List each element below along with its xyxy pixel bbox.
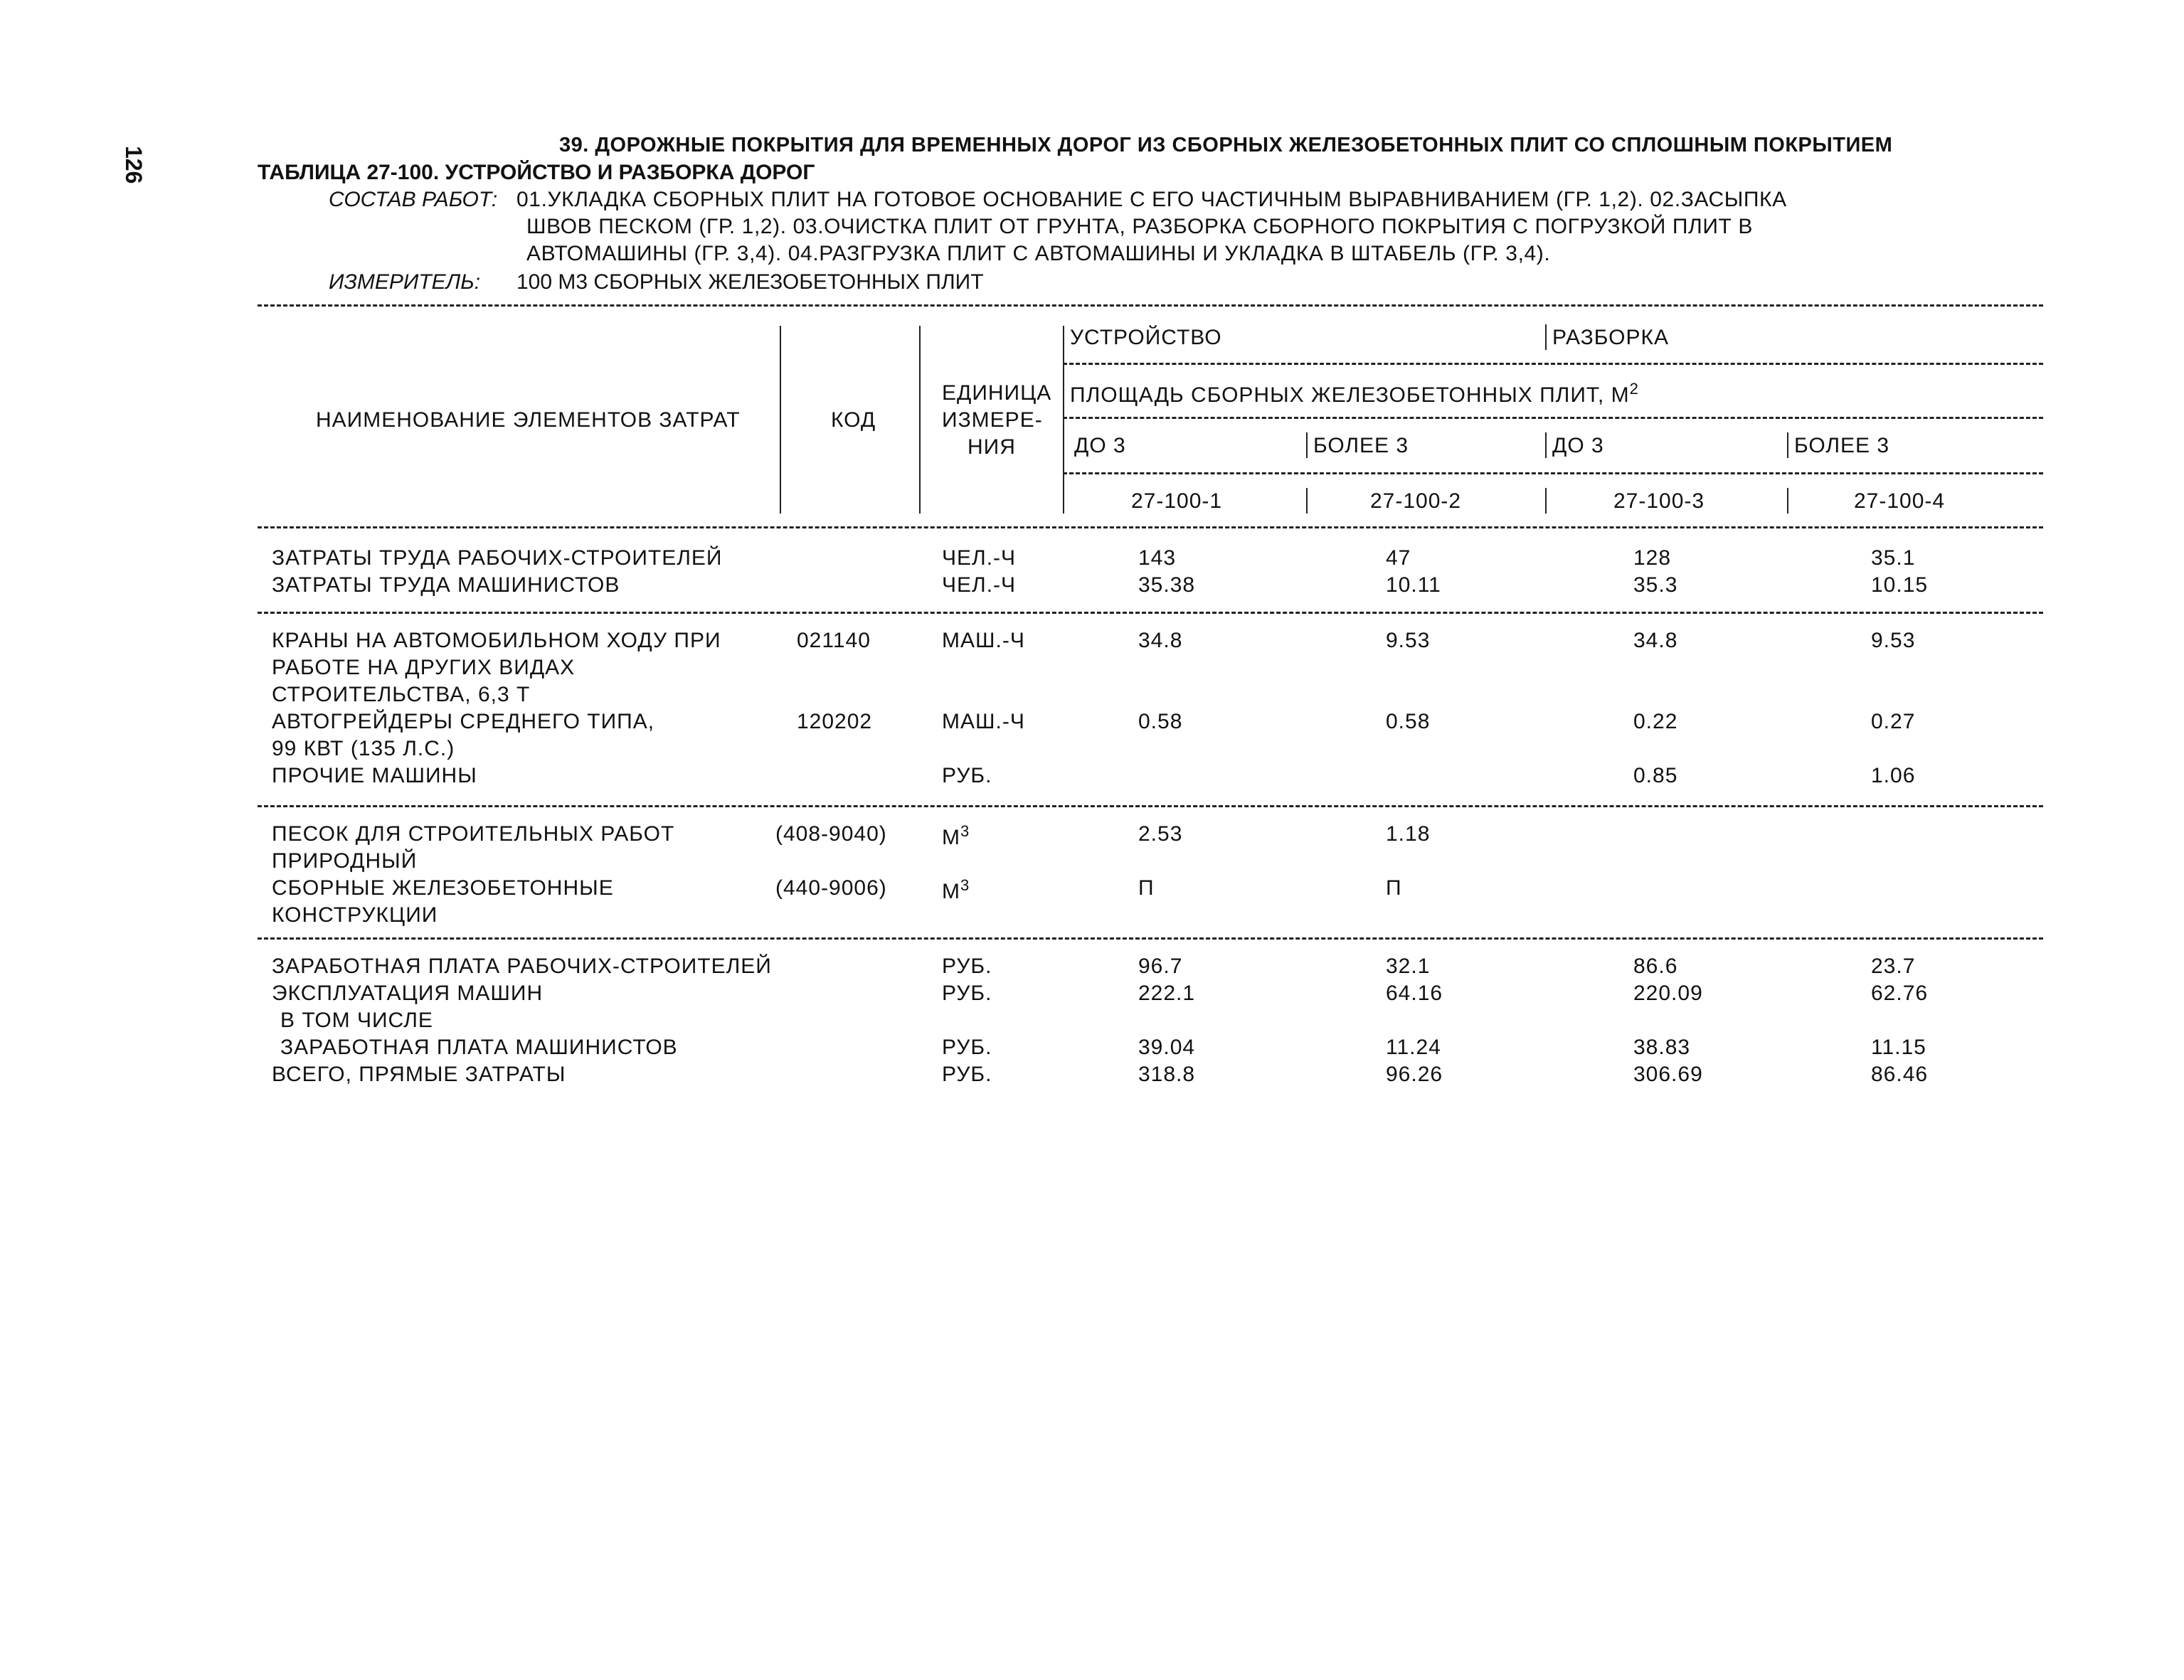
row-value-col-4: 10.15 xyxy=(1871,573,1929,597)
composition-line-3: АВТОМАШИНЫ (ГР. 3,4). 04.РАЗГРУЗКА ПЛИТ С АВТОМАШИНЫ И УКЛАДКА В ШТАБЕЛЬ (ГР. 3,4). xyxy=(526,242,1551,265)
page-number: 126 xyxy=(121,146,147,184)
row-unit: РУБ. xyxy=(942,1036,992,1059)
row-code: 021140 xyxy=(797,629,871,652)
row-value-col-1: 35.38 xyxy=(1138,573,1196,597)
unit-superscript: 3 xyxy=(960,822,970,840)
rule-top xyxy=(258,304,2043,307)
composition-label: СОСТАВ РАБОТ: xyxy=(329,188,498,211)
vbar-sub-2 xyxy=(1545,432,1547,458)
row-name-line: ЭКСПЛУАТАЦИЯ МАШИН xyxy=(272,982,544,1005)
row-value-col-4: 35.1 xyxy=(1871,546,1916,570)
row-name-line: СБОРНЫЕ ЖЕЛЕЗОБЕТОННЫЕ xyxy=(272,876,614,900)
row-value-col-1: 39.04 xyxy=(1138,1036,1196,1059)
row-value-col-4: 86.46 xyxy=(1871,1063,1929,1086)
row-unit: ЧЕЛ.-Ч xyxy=(942,546,1017,570)
row-name-line: ВСЕГО, ПРЯМЫЕ ЗАТРАТЫ xyxy=(272,1063,566,1086)
row-value-col-2: 47 xyxy=(1386,546,1411,570)
header-code-col: КОД xyxy=(831,408,876,432)
row-name-line: КОНСТРУКЦИИ xyxy=(272,903,438,927)
row-value-col-2: 10.11 xyxy=(1386,573,1441,597)
header-unit-line-2: ИЗМЕРЕ- xyxy=(942,408,1043,432)
rule-subcols xyxy=(1063,472,2043,474)
header-unit-line-3: НИЯ xyxy=(968,435,1016,459)
row-value-col-3: 220.09 xyxy=(1633,982,1703,1005)
row-unit: РУБ. xyxy=(942,955,992,978)
header-sub-col-3: ДО 3 xyxy=(1552,434,1604,457)
vbar-sub-3 xyxy=(1787,432,1788,458)
row-name-line: 99 КВТ (135 Л.С.) xyxy=(272,737,455,760)
header-area-sup: 2 xyxy=(1629,380,1639,398)
row-name-line: КРАНЫ НА АВТОМОБИЛЬНОМ ХОДУ ПРИ xyxy=(272,629,721,652)
row-unit: МАШ.-Ч xyxy=(942,710,1025,733)
row-value-col-3: 306.69 xyxy=(1633,1063,1703,1086)
row-value-col-3: 34.8 xyxy=(1633,629,1678,652)
row-value-col-2: П xyxy=(1386,876,1402,900)
section-rule-3 xyxy=(258,937,2043,940)
header-group-dismantle: РАЗБОРКА xyxy=(1552,326,1669,349)
section-title: 39. ДОРОЖНЫЕ ПОКРЫТИЯ ДЛЯ ВРЕМЕННЫХ ДОРОГ ИЗ СБОРНЫХ ЖЕЛЕЗОБЕТОННЫХ ПЛИТ СО СПЛОШНЫМ ПОКРЫТИЕМ xyxy=(559,134,1893,156)
row-value-col-1: 0.58 xyxy=(1138,710,1183,733)
row-name-line: ПРИРОДНЫЙ xyxy=(272,849,418,873)
row-value-col-1: 143 xyxy=(1138,546,1177,570)
row-value-col-4: 1.06 xyxy=(1871,764,1916,787)
header-code-3: 27-100-3 xyxy=(1613,489,1705,513)
row-value-col-4: 9.53 xyxy=(1871,629,1916,652)
rule-header-bottom xyxy=(258,526,2043,528)
composition-line-1: 01.УКЛАДКА СБОРНЫХ ПЛИТ НА ГОТОВОЕ ОСНОВАНИЕ С ЕГО ЧАСТИЧНЫМ ВЫРАВНИВАНИЕМ (ГР. 1,2). 02.ЗАСЫПКА xyxy=(516,188,1787,211)
row-name-line: АВТОГРЕЙДЕРЫ СРЕДНЕГО ТИПА, xyxy=(272,710,655,733)
row-value-col-3: 0.22 xyxy=(1633,710,1678,733)
row-name-line: ПРОЧИЕ МАШИНЫ xyxy=(272,764,477,787)
row-name-line: ЗАТРАТЫ ТРУДА РАБОЧИХ-СТРОИТЕЛЕЙ xyxy=(272,546,723,570)
row-value-col-2: 0.58 xyxy=(1386,710,1431,733)
header-name-col: НАИМЕНОВАНИЕ ЭЛЕМЕНТОВ ЗАТРАТ xyxy=(316,408,741,432)
row-code: (408-9040) xyxy=(775,822,887,846)
row-code: (440-9006) xyxy=(775,876,887,900)
header-code-2: 27-100-2 xyxy=(1370,489,1462,513)
header-group-install: УСТРОЙСТВО xyxy=(1070,326,1222,349)
header-code-4: 27-100-4 xyxy=(1854,489,1946,513)
row-value-col-1: 2.53 xyxy=(1138,822,1183,846)
row-value-col-2: 1.18 xyxy=(1386,822,1431,846)
row-value-col-3: 0.85 xyxy=(1633,764,1678,787)
row-unit: МАШ.-Ч xyxy=(942,629,1025,652)
row-value-col-4: 0.27 xyxy=(1871,710,1916,733)
row-name-line: В ТОМ ЧИСЛЕ xyxy=(280,1009,433,1032)
row-value-col-3: 128 xyxy=(1633,546,1672,570)
header-code-1: 27-100-1 xyxy=(1131,489,1223,513)
row-value-col-3: 38.83 xyxy=(1633,1036,1691,1059)
unit-superscript: 3 xyxy=(960,876,970,894)
vbar-name-code xyxy=(780,326,781,514)
table-title: ТАБЛИЦА 27-100. УСТРОЙСТВО И РАЗБОРКА ДОРОГ xyxy=(258,161,815,184)
measure-value: 100 М3 СБОРНЫХ ЖЕЛЕЗОБЕТОННЫХ ПЛИТ xyxy=(516,270,984,294)
header-sub-col-1: ДО 3 xyxy=(1074,434,1126,457)
row-value-col-3: 35.3 xyxy=(1633,573,1678,597)
row-value-col-2: 11.24 xyxy=(1386,1036,1441,1059)
row-unit: РУБ. xyxy=(942,764,992,787)
header-sub-col-4: БОЛЕЕ 3 xyxy=(1794,434,1890,457)
vbar-unit-values xyxy=(1063,326,1064,514)
row-unit: $М^3$ xyxy=(942,876,970,903)
header-area-label: ПЛОЩАДЬ СБОРНЫХ ЖЕЛЕЗОБЕТОННЫХ ПЛИТ, $М^2$ xyxy=(1070,380,1639,407)
row-value-col-1: 34.8 xyxy=(1138,629,1183,652)
vbar-code-unit xyxy=(919,326,921,514)
vbar-sub-1 xyxy=(1306,432,1308,458)
vbar-group-split xyxy=(1545,324,1547,350)
section-rule-1 xyxy=(258,612,2043,614)
row-value-col-2: 96.26 xyxy=(1386,1063,1443,1086)
row-name-line: СТРОИТЕЛЬСТВА, 6,3 Т xyxy=(272,683,531,706)
row-value-col-3: 86.6 xyxy=(1633,955,1678,978)
row-name-line: РАБОТЕ НА ДРУГИХ ВИДАХ xyxy=(272,656,576,679)
measure-label: ИЗМЕРИТЕЛЬ: xyxy=(329,270,481,294)
row-code: 120202 xyxy=(797,710,873,733)
row-value-col-4: 62.76 xyxy=(1871,982,1929,1005)
composition-line-2: ШВОВ ПЕСКОМ (ГР. 1,2). 03.ОЧИСТКА ПЛИТ ОТ ГРУНТА, РАЗБОРКА СБОРНОГО ПОКРЫТИЯ С ПОГРУЗКОЙ ПЛИТ В xyxy=(526,215,1753,238)
row-value-col-1: 222.1 xyxy=(1138,982,1196,1005)
row-unit: ЧЕЛ.-Ч xyxy=(942,573,1017,597)
row-value-col-1: 96.7 xyxy=(1138,955,1183,978)
row-unit: $М^3$ xyxy=(942,822,970,849)
row-name-line: ЗАРАБОТНАЯ ПЛАТА МАШИНИСТОВ xyxy=(280,1036,678,1059)
row-value-col-2: 32.1 xyxy=(1386,955,1431,978)
row-value-col-1: П xyxy=(1138,876,1155,900)
row-value-col-4: 23.7 xyxy=(1871,955,1916,978)
vbar-code-2 xyxy=(1545,488,1547,514)
row-unit: РУБ. xyxy=(942,982,992,1005)
row-value-col-4: 11.15 xyxy=(1871,1036,1926,1059)
vbar-code-1 xyxy=(1306,488,1308,514)
section-rule-2 xyxy=(258,805,2043,807)
row-unit: РУБ. xyxy=(942,1063,992,1086)
row-name-line: ПЕСОК ДЛЯ СТРОИТЕЛЬНЫХ РАБОТ xyxy=(272,822,675,846)
row-value-col-2: 64.16 xyxy=(1386,982,1443,1005)
row-name-line: ЗАТРАТЫ ТРУДА МАШИНИСТОВ xyxy=(272,573,620,597)
vbar-code-3 xyxy=(1787,488,1788,514)
row-value-col-1: 318.8 xyxy=(1138,1063,1196,1086)
row-value-col-2: 9.53 xyxy=(1386,629,1431,652)
row-name-line: ЗАРАБОТНАЯ ПЛАТА РАБОЧИХ-СТРОИТЕЛЕЙ xyxy=(272,955,772,978)
rule-group xyxy=(1063,363,2043,365)
header-unit-line-1: ЕДИНИЦА xyxy=(942,381,1052,405)
header-sub-col-2: БОЛЕЕ 3 xyxy=(1313,434,1409,457)
rule-area xyxy=(1063,417,2043,419)
